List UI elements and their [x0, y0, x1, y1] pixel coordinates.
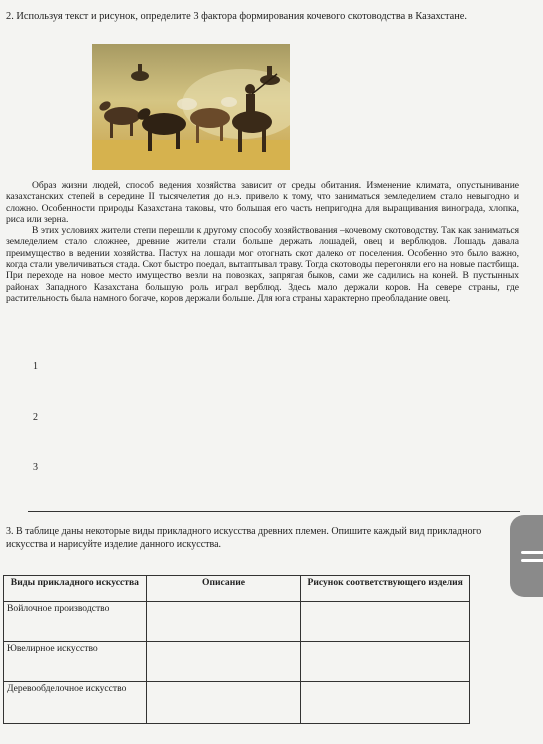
table-cell-type: Деревообделочное искусство [4, 682, 147, 724]
nomads-illustration [92, 44, 290, 170]
answer-number-2: 2 [33, 412, 38, 423]
table-header-row [4, 576, 470, 602]
menu-handle-icon [521, 551, 543, 554]
table-header: Рисунок соответствующего изделия [301, 576, 470, 602]
table-cell-drawing[interactable] [301, 642, 470, 682]
task3-title: 3. В таблице даны некоторые виды прикладного искусства древних племен. Опишите каждый вид прикладного искусства и нарисуйте изделие данного искусства. [6, 526, 482, 550]
table-row [4, 602, 470, 642]
task2-text [6, 180, 519, 304]
answer-number-3: 3 [33, 462, 38, 473]
task2-title: 2. Используя текст и рисунок, определите 3 фактора формирования кочевого скотоводства в Казахстане. [6, 11, 467, 22]
table-cell-type: Ювелирное искусство [4, 642, 147, 682]
paragraph-1: Образ жизни людей, способ ведения хозяйства зависит от среды обитания. Изменение климата, опустынивание казахстанских степей в середине II тысячелетия до н.э. привело к тому, что заниматься земледелием стало невыгодно и сложно. Особенности природы Казахстана таковы, что большая его часть непригодна для выращивания винограда, хлопка, риса или зерна. [6, 180, 519, 225]
horse-riders-image [92, 44, 290, 170]
table-header: Описание [146, 576, 301, 602]
applied-art-table [3, 575, 470, 724]
table-cell-drawing[interactable] [301, 682, 470, 724]
table-cell-description[interactable] [146, 602, 301, 642]
table-cell-description[interactable] [146, 642, 301, 682]
table-header: Виды прикладного искусства [4, 576, 147, 602]
table-row [4, 642, 470, 682]
paragraph-2: В этих условиях жители степи перешли к другому способу хозяйствования –кочевому скотоводству. Так как заниматься земледелием стало сложнее, древние жители стали больше держать лошадей, овец и верблюдов. Лошадь давала преимущество в ведении хозяйства. Пастух на лошади мог отогнать скот далеко от поселения. Особенно это было важно, когда стали увеличиваться стада. Скот быстро поедал, вытаптывал траву. Тогда скотоводы перегоняли его на новые пастбища. При переходе на новое место имущество везли на повозках, запрягая быков, сами же садились на коней. В пустынных районах Западного Казахстана большую роль играл верблюд. Здесь мало держали коров. На севере страны, где растительность была намного богаче, коров держали больше. Для юга страны характерно преобладание овец. [6, 225, 519, 304]
answer-divider [28, 511, 520, 512]
table-cell-drawing[interactable] [301, 602, 470, 642]
table-cell-type: Войлочное производство [4, 602, 147, 642]
answer-number-1: 1 [33, 361, 38, 372]
menu-handle-icon [521, 559, 543, 562]
table-cell-description[interactable] [146, 682, 301, 724]
scroll-handle[interactable] [510, 515, 543, 597]
table-row [4, 682, 470, 724]
